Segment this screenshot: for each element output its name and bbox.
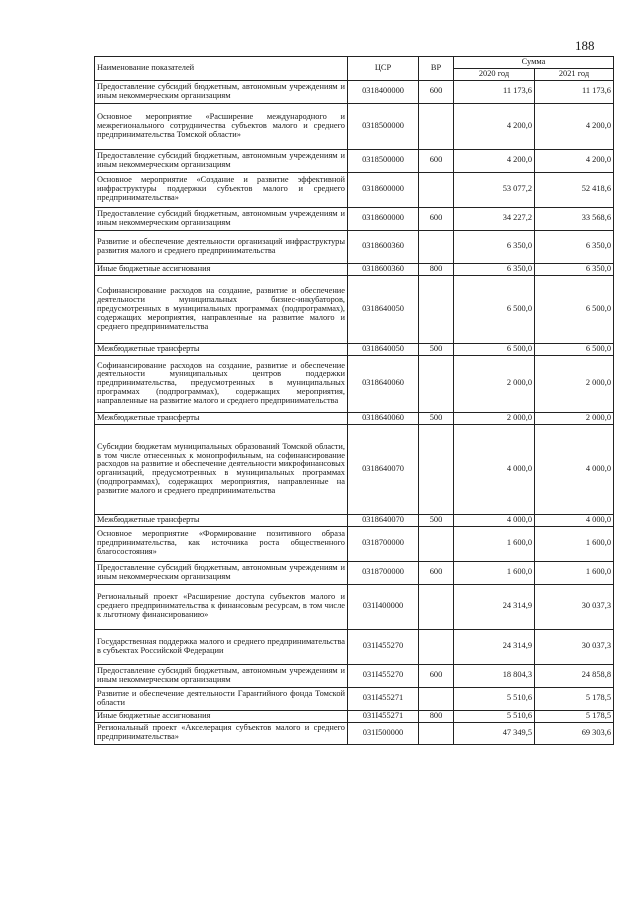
- row-csr: 031I455270: [348, 664, 419, 687]
- row-name: Предоставление субсидий бюджетным, автономным учреждениям и иным некоммерческим организациям: [95, 80, 348, 103]
- row-csr: 031I455271: [348, 687, 419, 710]
- table-row: [95, 207, 614, 230]
- table-row: [95, 172, 614, 207]
- row-csr: 0318640050: [348, 275, 419, 343]
- row-amount-2020: 4 000,0: [454, 424, 535, 514]
- row-amount-2020: 18 804,3: [454, 664, 535, 687]
- row-amount-2020: 6 500,0: [454, 343, 535, 355]
- row-amount-2020: 53 077,2: [454, 172, 535, 207]
- table-row: [95, 80, 614, 103]
- row-vr: [419, 687, 454, 710]
- header-name: Наименование показателей: [95, 57, 348, 81]
- row-amount-2021: 6 500,0: [535, 275, 614, 343]
- row-vr: 800: [419, 710, 454, 722]
- table-row: [95, 275, 614, 343]
- row-csr: 0318700000: [348, 561, 419, 584]
- page-number: 188: [575, 38, 595, 53]
- row-amount-2021: 1 600,0: [535, 561, 614, 584]
- budget-table: [94, 56, 614, 745]
- row-amount-2021: 11 173,6: [535, 80, 614, 103]
- row-amount-2021: 2 000,0: [535, 355, 614, 412]
- row-csr: 031I455271: [348, 710, 419, 722]
- row-csr: 0318700000: [348, 526, 419, 561]
- table-body: [95, 80, 614, 744]
- row-amount-2021: 4 000,0: [535, 424, 614, 514]
- row-vr: [419, 275, 454, 343]
- row-amount-2021: 4 200,0: [535, 149, 614, 172]
- row-csr: 0318600360: [348, 263, 419, 275]
- row-name: Межбюджетные трансферты: [95, 343, 348, 355]
- row-amount-2021: 5 178,5: [535, 710, 614, 722]
- row-amount-2021: 30 037,3: [535, 584, 614, 629]
- table-row: [95, 526, 614, 561]
- row-vr: 600: [419, 149, 454, 172]
- row-amount-2021: 4 000,0: [535, 514, 614, 526]
- row-amount-2020: 4 200,0: [454, 149, 535, 172]
- table-row: [95, 629, 614, 664]
- row-amount-2021: 30 037,3: [535, 629, 614, 664]
- table-header: [95, 57, 614, 81]
- row-csr: 0318500000: [348, 103, 419, 149]
- table-row: [95, 664, 614, 687]
- row-vr: 500: [419, 412, 454, 424]
- row-amount-2021: 6 500,0: [535, 343, 614, 355]
- row-amount-2021: 6 350,0: [535, 263, 614, 275]
- table-row: [95, 710, 614, 722]
- row-amount-2020: 47 349,5: [454, 722, 535, 744]
- row-vr: 600: [419, 664, 454, 687]
- row-amount-2021: 4 200,0: [535, 103, 614, 149]
- row-amount-2021: 1 600,0: [535, 526, 614, 561]
- row-name: Основное мероприятие «Расширение международного и межрегионального сотрудничества субъектов малого и среднего предпринимательства Томской области»: [95, 103, 348, 149]
- row-amount-2020: 24 314,9: [454, 584, 535, 629]
- header-year-2020: 2020 год: [454, 68, 535, 80]
- row-vr: [419, 355, 454, 412]
- row-amount-2020: 2 000,0: [454, 355, 535, 412]
- row-vr: [419, 103, 454, 149]
- table-row: [95, 149, 614, 172]
- row-amount-2021: 33 568,6: [535, 207, 614, 230]
- table-row: [95, 561, 614, 584]
- row-amount-2020: 6 500,0: [454, 275, 535, 343]
- row-name: Субсидии бюджетам муниципальных образований Томской области, в том числе отнесенных к монопрофильным, на софинансирование расходов на развитие и обеспечение деятельности микрофинансовых организаций, предусмотренных в муниципальных программах (подпрограммах), содержащих мероприятия, направленные на развитие малого и среднего предпринимательства: [95, 424, 348, 514]
- row-name: Основное мероприятие «Формирование позитивного образа предпринимательства, как источника роста общественного благосостояния»: [95, 526, 348, 561]
- row-vr: [419, 424, 454, 514]
- row-vr: [419, 230, 454, 263]
- row-csr: 031I455270: [348, 629, 419, 664]
- row-name: Иные бюджетные ассигнования: [95, 263, 348, 275]
- table-row: [95, 103, 614, 149]
- row-csr: 0318640070: [348, 424, 419, 514]
- row-amount-2020: 24 314,9: [454, 629, 535, 664]
- table-row: [95, 230, 614, 263]
- row-csr: 0318640070: [348, 514, 419, 526]
- row-amount-2020: 4 200,0: [454, 103, 535, 149]
- row-name: Иные бюджетные ассигнования: [95, 710, 348, 722]
- row-amount-2021: 5 178,5: [535, 687, 614, 710]
- row-amount-2021: 2 000,0: [535, 412, 614, 424]
- row-csr: 0318640060: [348, 355, 419, 412]
- row-vr: 800: [419, 263, 454, 275]
- row-vr: 600: [419, 207, 454, 230]
- row-name: Межбюджетные трансферты: [95, 412, 348, 424]
- row-csr: 0318400000: [348, 80, 419, 103]
- row-name: Основное мероприятие «Создание и развитие эффективной инфраструктуры поддержки субъектов малого и среднего предпринимательства»: [95, 172, 348, 207]
- row-vr: 600: [419, 561, 454, 584]
- row-name: Региональный проект «Расширение доступа субъектов малого и среднего предпринимательства к финансовым ресурсам, в том числе к льготному финансированию»: [95, 584, 348, 629]
- row-vr: 500: [419, 343, 454, 355]
- row-amount-2020: 1 600,0: [454, 526, 535, 561]
- table-row: [95, 412, 614, 424]
- row-vr: 600: [419, 80, 454, 103]
- row-csr: 0318640050: [348, 343, 419, 355]
- row-csr: 0318500000: [348, 149, 419, 172]
- row-amount-2020: 34 227,2: [454, 207, 535, 230]
- row-amount-2020: 5 510,6: [454, 710, 535, 722]
- row-name: Софинансирование расходов на создание, развитие и обеспечение деятельности муниципальных бизнес-инкубаторов, предусмотренных в муниципальных программах (подпрограммах), содержащих мероприятия, направленные на развитие малого и среднего предпринимательства: [95, 275, 348, 343]
- header-sum: Сумма: [454, 57, 614, 69]
- row-name: Предоставление субсидий бюджетным, автономным учреждениям и иным некоммерческим организациям: [95, 664, 348, 687]
- row-vr: [419, 526, 454, 561]
- table-row: [95, 355, 614, 412]
- row-name: Предоставление субсидий бюджетным, автономным учреждениям и иным некоммерческим организациям: [95, 207, 348, 230]
- row-amount-2021: 52 418,6: [535, 172, 614, 207]
- row-name: Межбюджетные трансферты: [95, 514, 348, 526]
- row-name: Государственная поддержка малого и среднего предпринимательства в субъектах Российской Федерации: [95, 629, 348, 664]
- row-amount-2020: 11 173,6: [454, 80, 535, 103]
- row-vr: [419, 722, 454, 744]
- row-csr: 031I400000: [348, 584, 419, 629]
- header-year-2021: 2021 год: [535, 68, 614, 80]
- row-amount-2020: 5 510,6: [454, 687, 535, 710]
- row-name: Предоставление субсидий бюджетным, автономным учреждениям и иным некоммерческим организациям: [95, 149, 348, 172]
- table-row: [95, 514, 614, 526]
- row-vr: [419, 629, 454, 664]
- row-name: Предоставление субсидий бюджетным, автономным учреждениям и иным некоммерческим организациям: [95, 561, 348, 584]
- row-amount-2020: 4 000,0: [454, 514, 535, 526]
- row-amount-2020: 1 600,0: [454, 561, 535, 584]
- header-vr: ВР: [419, 57, 454, 81]
- table-row: [95, 263, 614, 275]
- row-name: Софинансирование расходов на создание, развитие и обеспечение деятельности муниципальных центров поддержки предпринимательства, предусмотренных в муниципальных программах (подпрограммах), содержащих мероприятия, направленные на развитие малого и среднего предпринимательства: [95, 355, 348, 412]
- row-vr: 500: [419, 514, 454, 526]
- row-amount-2020: 6 350,0: [454, 263, 535, 275]
- table-row: [95, 424, 614, 514]
- row-csr: 0318600000: [348, 172, 419, 207]
- table-row: [95, 722, 614, 744]
- row-name: Развитие и обеспечение деятельности организаций инфраструктуры развития малого и среднего предпринимательства: [95, 230, 348, 263]
- row-amount-2021: 6 350,0: [535, 230, 614, 263]
- row-name: Региональный проект «Акселерация субъектов малого и среднего предпринимательства»: [95, 722, 348, 744]
- header-csr: ЦСР: [348, 57, 419, 81]
- row-amount-2021: 24 858,8: [535, 664, 614, 687]
- row-amount-2020: 2 000,0: [454, 412, 535, 424]
- row-csr: 031I500000: [348, 722, 419, 744]
- table-row: [95, 584, 614, 629]
- row-csr: 0318600000: [348, 207, 419, 230]
- row-vr: [419, 172, 454, 207]
- row-csr: 0318640060: [348, 412, 419, 424]
- row-csr: 0318600360: [348, 230, 419, 263]
- table-row: [95, 343, 614, 355]
- row-name: Развитие и обеспечение деятельности Гарантийного фонда Томской области: [95, 687, 348, 710]
- table-row: [95, 687, 614, 710]
- row-vr: [419, 584, 454, 629]
- row-amount-2020: 6 350,0: [454, 230, 535, 263]
- row-amount-2021: 69 303,6: [535, 722, 614, 744]
